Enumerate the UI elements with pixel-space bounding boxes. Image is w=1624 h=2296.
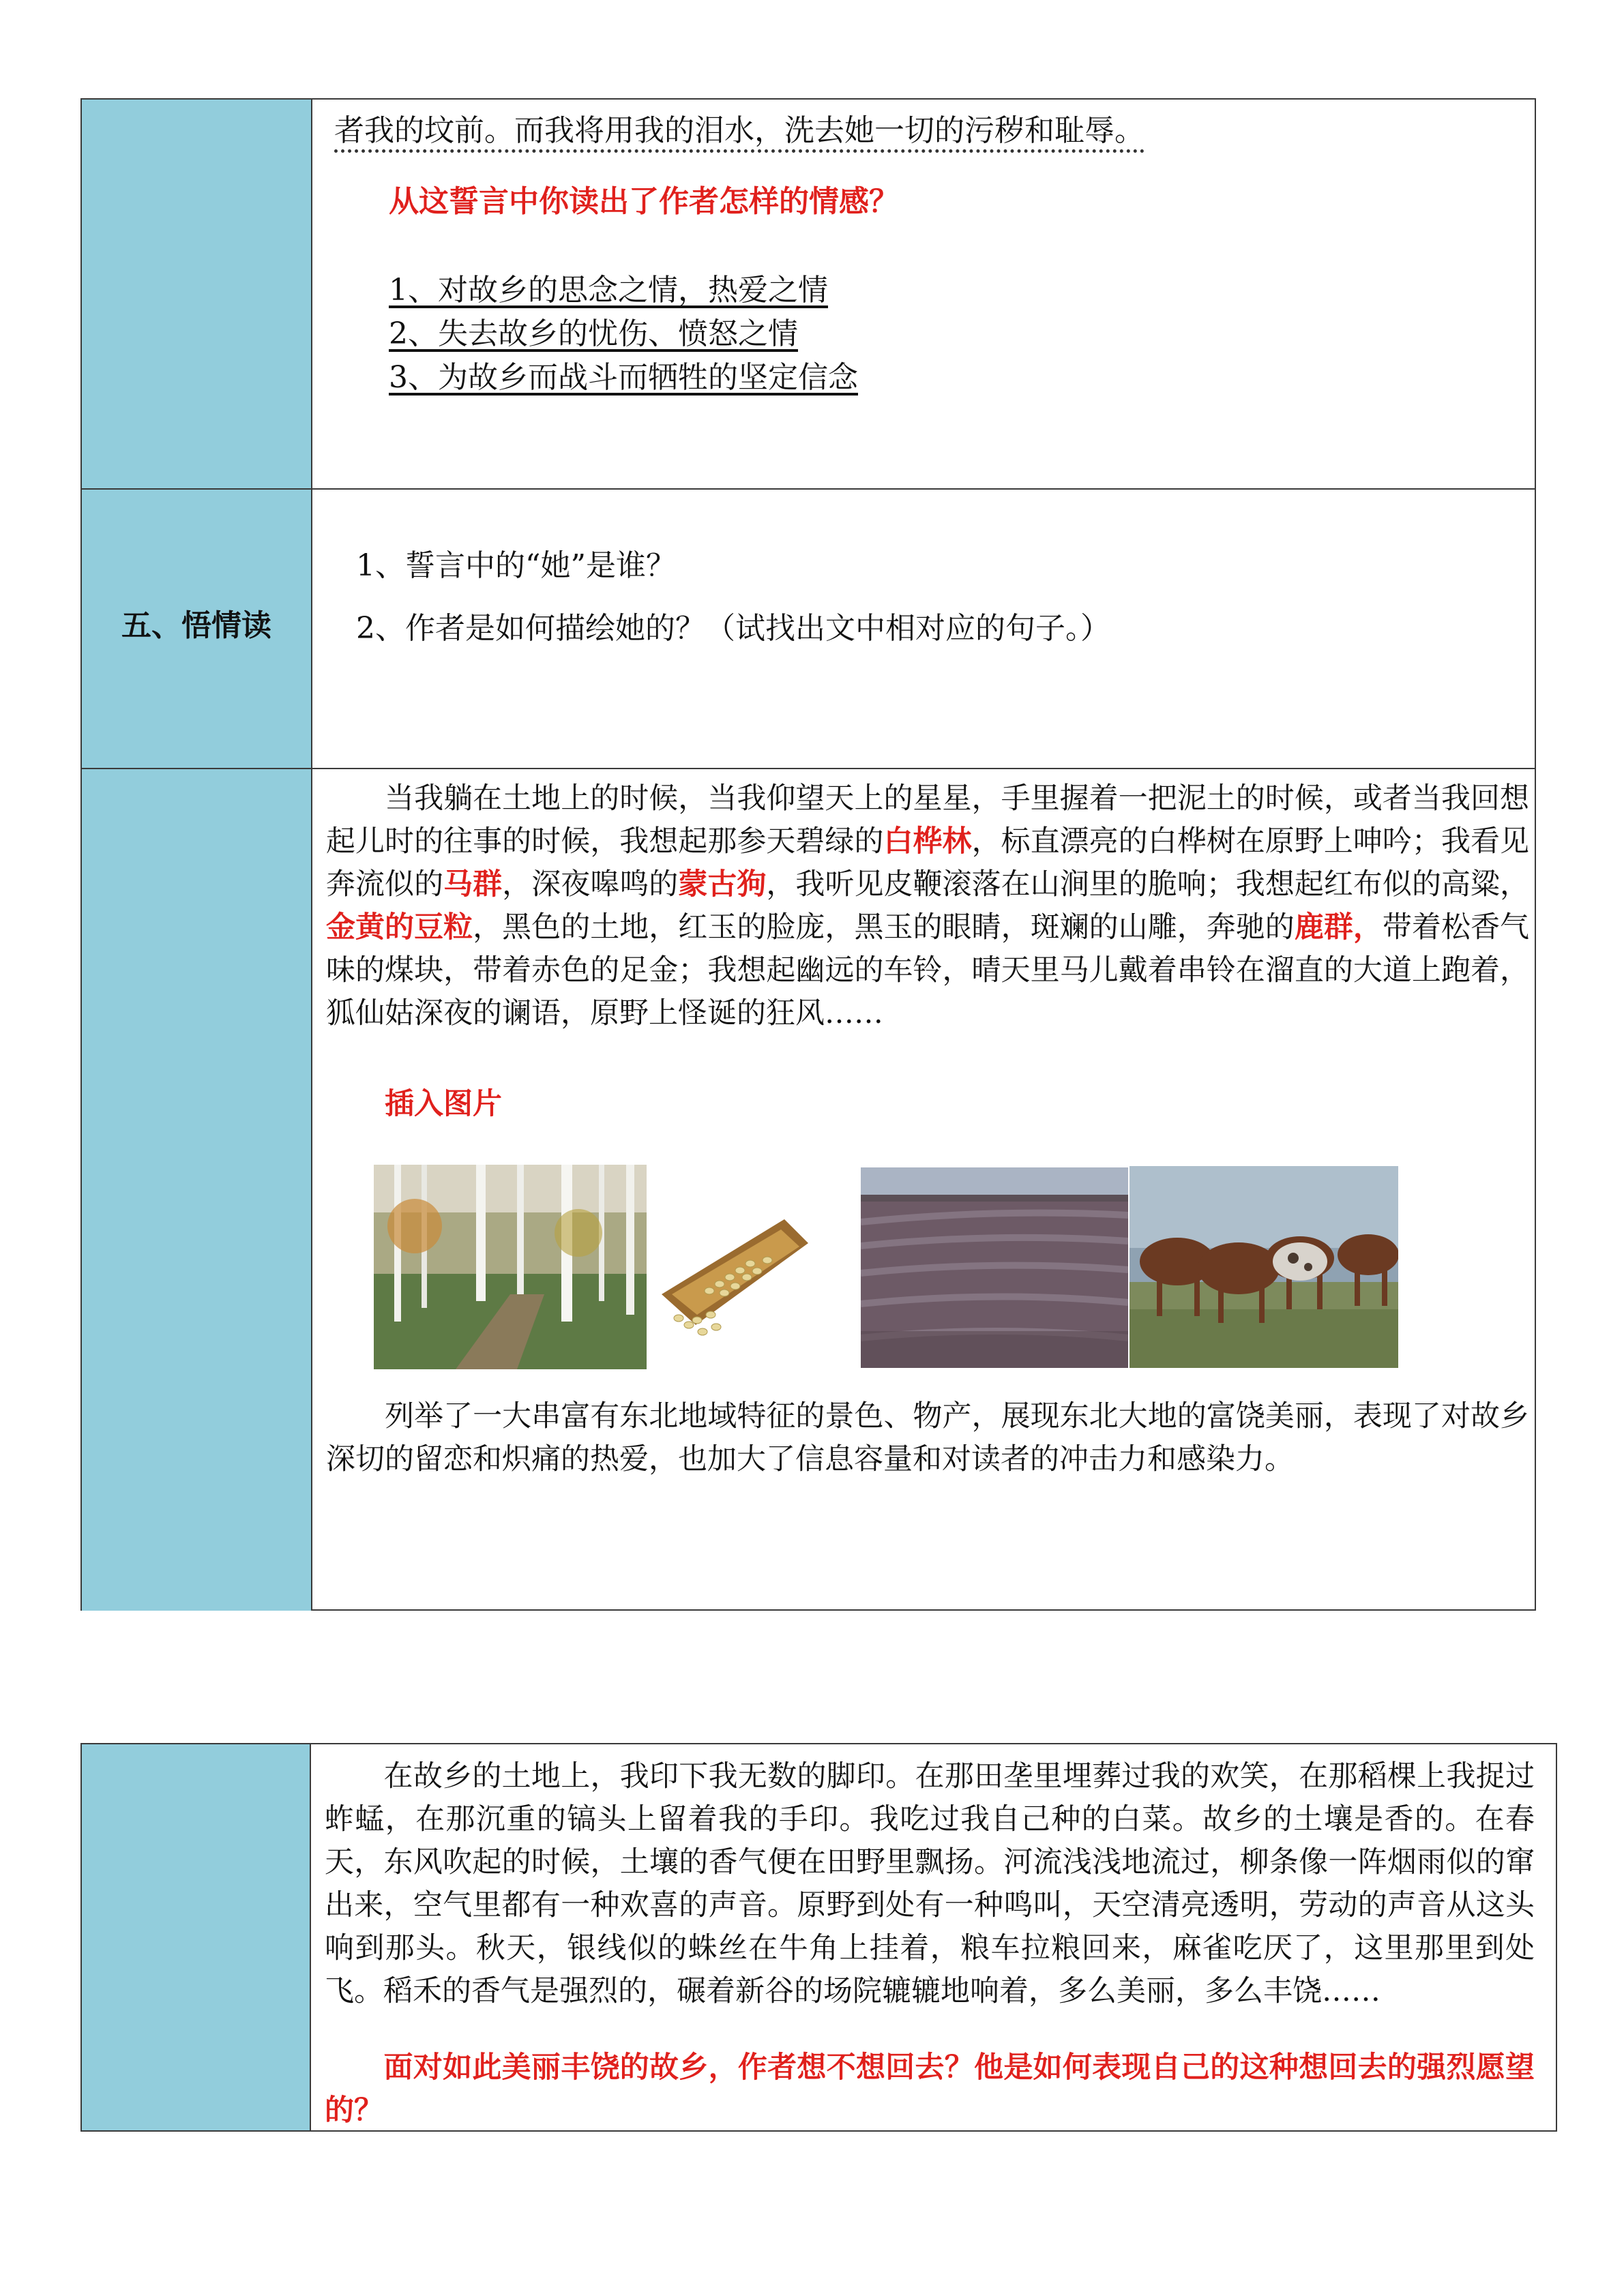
black-soil-photo bbox=[861, 1167, 1128, 1368]
passage-text: ，标直漂亮的白桦树在原野上呻吟；我看见奔流似的 bbox=[326, 824, 1530, 901]
passage-text: ，黑色的土地，红玉的脸庞，黑玉的眼睛，斑斓的山雕，奔驰的 bbox=[473, 910, 1295, 944]
highlight-term: 马群 bbox=[443, 867, 503, 901]
vow-excerpt-line: 者我的坟前。而我将用我的泪水，洗去她一切的污秽和耻辱。 bbox=[334, 113, 1145, 153]
row-label-cell bbox=[82, 1744, 311, 2130]
question-1: 1、誓言中的“她”是谁？ bbox=[356, 548, 676, 583]
section-label-cell bbox=[82, 490, 312, 768]
highlight-term: 蒙古狗 bbox=[678, 867, 767, 901]
passage-cell bbox=[312, 769, 1535, 1611]
passage-text: 当我躺在土地上的时候，当我仰望天上的星星，手里握着一把泥土的时候，或者当我回想起儿时的往事的时候，我想起那参天碧绿的 bbox=[326, 781, 1529, 859]
golden-beans-photo bbox=[648, 1206, 812, 1342]
passage-summary: 列举了一大串富有东北地域特征的景色、物产，展现东北大地的富饶美丽，表现了对故乡深切的留恋和炽痛的热爱，也加大了信息容量和对读者的冲击力和感染力。 bbox=[326, 1399, 1529, 1476]
row-content-cell bbox=[312, 100, 1535, 488]
passage-cell bbox=[311, 1744, 1556, 2130]
row-label-cell bbox=[82, 769, 312, 1611]
section-questions-cell bbox=[312, 490, 1535, 768]
feeling-question: 从这誓言中你读出了作者怎样的情感？ bbox=[389, 184, 899, 219]
lesson-table-2 bbox=[80, 1743, 1557, 2132]
lesson-table-1 bbox=[80, 98, 1536, 1611]
answer-item-2: 2、失去故乡的忧伤、愤怒之情 bbox=[389, 316, 798, 351]
answer-item-3: 3、为故乡而战斗而牺牲的坚定信念 bbox=[389, 360, 858, 395]
table-row-vow-feelings bbox=[82, 100, 1535, 488]
highlight-term: 鹿群， bbox=[1294, 910, 1383, 944]
longing-question: 面对如此美丽丰饶的故乡，作者想不想回去？他是如何表现自己的这种想回去的强烈愿望的？ bbox=[325, 2051, 1535, 2128]
birch-forest-photo bbox=[374, 1165, 647, 1369]
answer-item-1: 1、对故乡的思念之情，热爱之情 bbox=[389, 273, 828, 308]
insert-image-label: 插入图片 bbox=[385, 1087, 502, 1121]
table-row-passage-images bbox=[82, 768, 1535, 1611]
passage-hometown-soil: 在故乡的土地上，我印下我无数的脚印。在那田垄里埋葬过我的欢笑，在那稻棵上我捉过蚱蜢，在那沉重的镐头上留着我的手印。我吃过我自己种的白菜。故乡的土壤是香的。在春天，东风吹起的时候，土壤的香气便在田野里飘扬。河流浅浅地流过，柳条像一阵烟雨似的窜出来，空气里都有一种欢喜的声音。原野到处有一种鸣叫，天空清亮透明，劳动的声音从这头响到那头。秋天，银线似的蛛丝在牛角上挂着，粮车拉粮回来，麻雀吃厌了，这里那里到处飞。稻禾的香气是强烈的，碾着新谷的场院辘辘地响着，多么美丽，多么丰饶…… bbox=[325, 1759, 1535, 2008]
highlight-term: 金黄的豆粒 bbox=[326, 910, 473, 944]
passage-northeast-landscape bbox=[326, 777, 1529, 1035]
question-2: 2、作者是如何描绘她的？（试找出文中相对应的句子。） bbox=[356, 611, 1110, 646]
passage-text: ，深夜嗥鸣的 bbox=[502, 867, 679, 901]
table-row-section-five bbox=[82, 488, 1535, 768]
passage-text: ，我听见皮鞭滚落在山涧里的脆响；我想起红布似的高粱， bbox=[766, 867, 1530, 901]
row-label-cell bbox=[82, 100, 312, 488]
passage-text: 带着松香气味的煤块，带着赤色的足金；我想起幽远的车铃，晴天里马儿戴着串铃在溜直的大道上跑着，狐仙姑深夜的谰语，原野上怪诞的狂风…… bbox=[326, 910, 1530, 1030]
highlight-term: 白桦林 bbox=[883, 824, 972, 859]
section-label: 五、悟情读 bbox=[121, 608, 271, 643]
horse-herd-photo bbox=[1130, 1166, 1398, 1368]
